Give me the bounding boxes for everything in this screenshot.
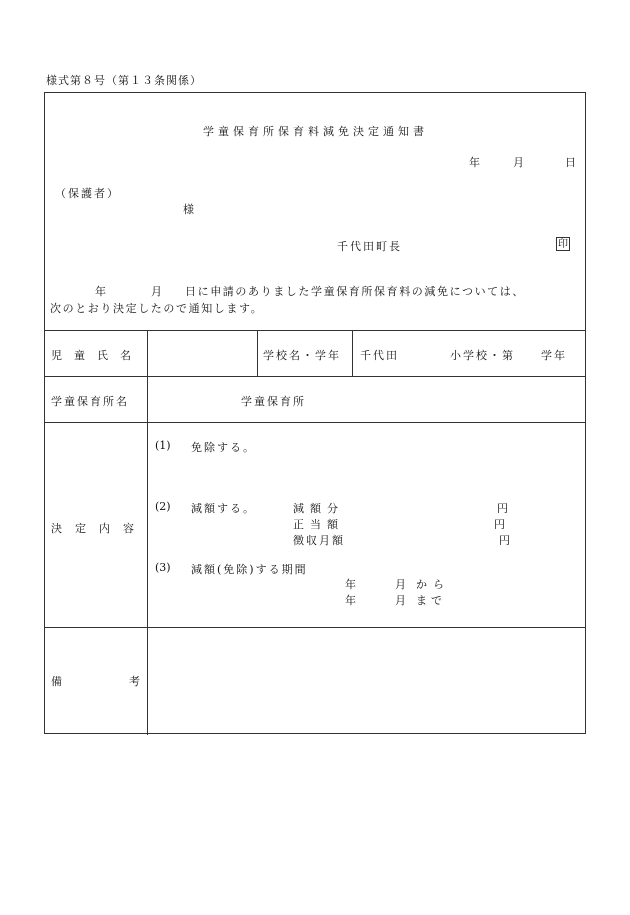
remarks-label-2: 考 bbox=[129, 675, 140, 688]
period-from-month: 月 bbox=[395, 578, 406, 591]
item2-number: (2) bbox=[155, 500, 171, 513]
school-prefix: 千代田 bbox=[360, 349, 399, 362]
facility-label: 学童保育所名 bbox=[51, 395, 129, 408]
rule-school-label-left bbox=[257, 330, 258, 376]
monthly-charge-unit: 円 bbox=[499, 534, 510, 547]
grade-suffix: 学年 bbox=[541, 349, 567, 362]
item1-number: (1) bbox=[155, 439, 171, 452]
school-suffix: 小学校・第 bbox=[450, 349, 515, 362]
facility-value: 学童保育所 bbox=[241, 395, 306, 408]
school-grade-label: 学校名・学年 bbox=[263, 349, 341, 362]
notice-line-1: 日に申請のありました学童保育所保育料の減免については、 bbox=[185, 285, 525, 298]
date-month: 月 bbox=[513, 156, 524, 169]
guardian-label: （保護者） bbox=[55, 187, 120, 200]
decision-label: 決定内容 bbox=[51, 522, 147, 535]
reduction-amount-unit: 円 bbox=[497, 502, 508, 515]
rule-facility bbox=[45, 422, 585, 423]
reduction-amount-label: 減額分 bbox=[293, 502, 344, 515]
rule-top bbox=[45, 330, 585, 331]
period-from-year: 年 bbox=[345, 578, 356, 591]
period-to-year: 年 bbox=[345, 594, 356, 607]
notice-form bbox=[44, 92, 586, 734]
item2-text: 減額する。 bbox=[191, 502, 256, 515]
seal-mark: 印 bbox=[558, 239, 568, 250]
period-to-month: 月 bbox=[395, 594, 406, 607]
notice-year: 年 bbox=[95, 285, 106, 298]
remarks-label-1: 備 bbox=[51, 675, 62, 688]
rule-child bbox=[45, 376, 585, 377]
period-to-suffix: まで bbox=[416, 594, 446, 607]
proper-amount-unit: 円 bbox=[494, 518, 505, 531]
rule-label-column bbox=[147, 330, 148, 735]
item1-text: 免除する。 bbox=[191, 441, 256, 454]
issuer-name: 千代田町長 bbox=[337, 240, 402, 253]
rule-school-label-right bbox=[352, 330, 353, 376]
date-day: 日 bbox=[565, 156, 576, 169]
item3-number: (3) bbox=[155, 561, 171, 574]
monthly-charge-label: 徴収月額 bbox=[293, 534, 345, 547]
proper-amount-label: 正当額 bbox=[293, 518, 344, 531]
rule-decision bbox=[45, 627, 585, 628]
child-name-label: 児童氏名 bbox=[51, 349, 143, 362]
notice-line-2: 次のとおり決定したので通知します。 bbox=[50, 302, 264, 315]
honorific: 様 bbox=[183, 203, 194, 216]
form-number: 様式第８号（第１３条関係） bbox=[46, 74, 202, 87]
item3-text: 減額(免除)する期間 bbox=[191, 563, 308, 576]
notice-month: 月 bbox=[151, 285, 162, 298]
date-year: 年 bbox=[469, 156, 480, 169]
form-title: 学童保育所保育料減免決定通知書 bbox=[203, 125, 428, 138]
period-from-suffix: から bbox=[416, 578, 450, 591]
